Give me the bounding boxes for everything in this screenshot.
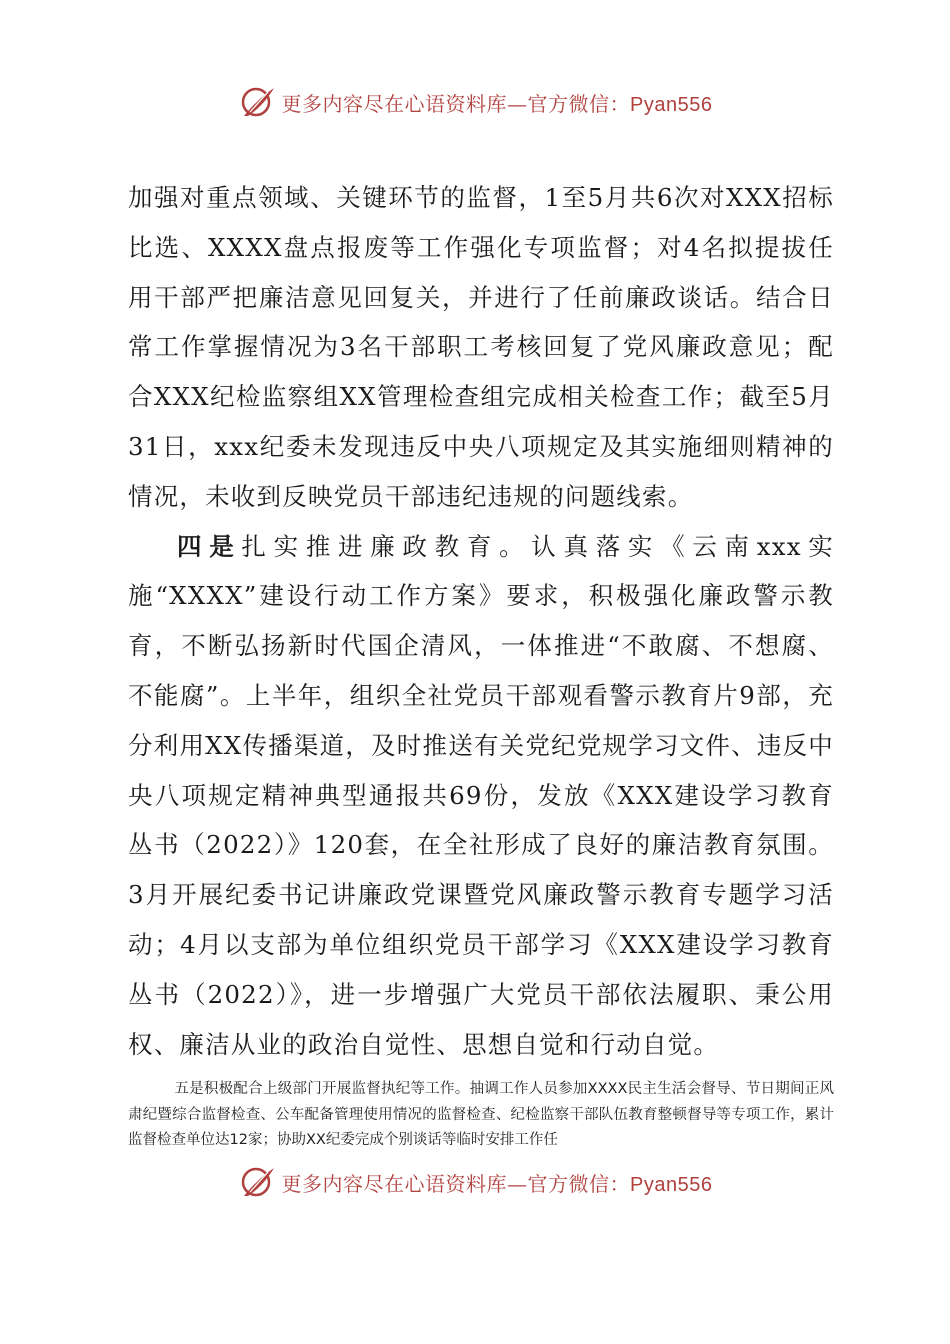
banner-text (282, 1168, 713, 1197)
paragraph-education-body: 扎实推进廉政教育。认真落实《云南xxx实施“XXXX”建设行动工作方案》要求，积极强化廉政警示教育，不断弘扬新时代国企清风，一体推进“不敢腐、不想腐、不能腐”。上半年，组织全社党员干部观看警示教育片9部，充分利用XX传播渠道，及时推送有关党纪党规学习文件、违反中央八项规定精神典型通报共69份，发放《XXX建设学习教育丛书（2022）》120套，在全社形成了良好的廉洁教育氛围。3月开展纪委书记讲廉政党课暨党风廉政警示教育专题学习活动；4月以支部为单位组织党员干部学习《XXX建设学习教育丛书（2022）》，进一步增强广大党员干部依法履职、秉公用权、廉洁从业的政治自觉性、思想自觉和行动自觉。 (128, 531, 834, 1059)
paragraph-cooperation: 五是积极配合上级部门开展监督执纪等工作。抽调工作人员参加XXXX民主生活会督导、节日期间正风肃纪暨综合监督检查、公车配备管理使用情况的监督检查、纪检监察干部队伍教育整顿督导等专项工作，累计监督检查单位达12家；协助XX纪委完成个别谈话等临时安排工作任 (128, 1081, 834, 1149)
paragraph-education-lead: 四是 (177, 531, 242, 561)
paragraph-education (128, 522, 834, 1070)
banner-text (282, 88, 713, 117)
banner-label: 更多内容尽在心语资料库—官方微信： (281, 91, 631, 116)
banner-wechat-id: Pyan556 (630, 93, 713, 116)
paragraph-supervision: 加强对重点领域、关键环节的监督，1至5月共6次对XXX招标比选、XXXX盘点报废等工作强化专项监督；对4名拟提拔任用干部严把廉洁意见回复关，并进行了任前廉政谈话。结合日常工作掌握情况为3名干部职工考核回复了党风廉政意见；配合XXX纪检监察组XX管理检查组完成相关检查工作；截至5月31日，xxx纪委未发现违反中央八项规定及其实施细则精神的情况，未收到反映党员干部违纪违规的问题线索。 (128, 183, 834, 511)
footer-watermark-banner (0, 1160, 950, 1204)
quill-logo-icon (238, 1162, 278, 1202)
banner-label: 更多内容尽在心语资料库—官方微信： (281, 1171, 631, 1196)
header-watermark-banner (0, 80, 950, 124)
quill-logo-icon (238, 82, 278, 122)
document-body (128, 173, 834, 1154)
banner-wechat-id: Pyan556 (630, 1173, 713, 1196)
